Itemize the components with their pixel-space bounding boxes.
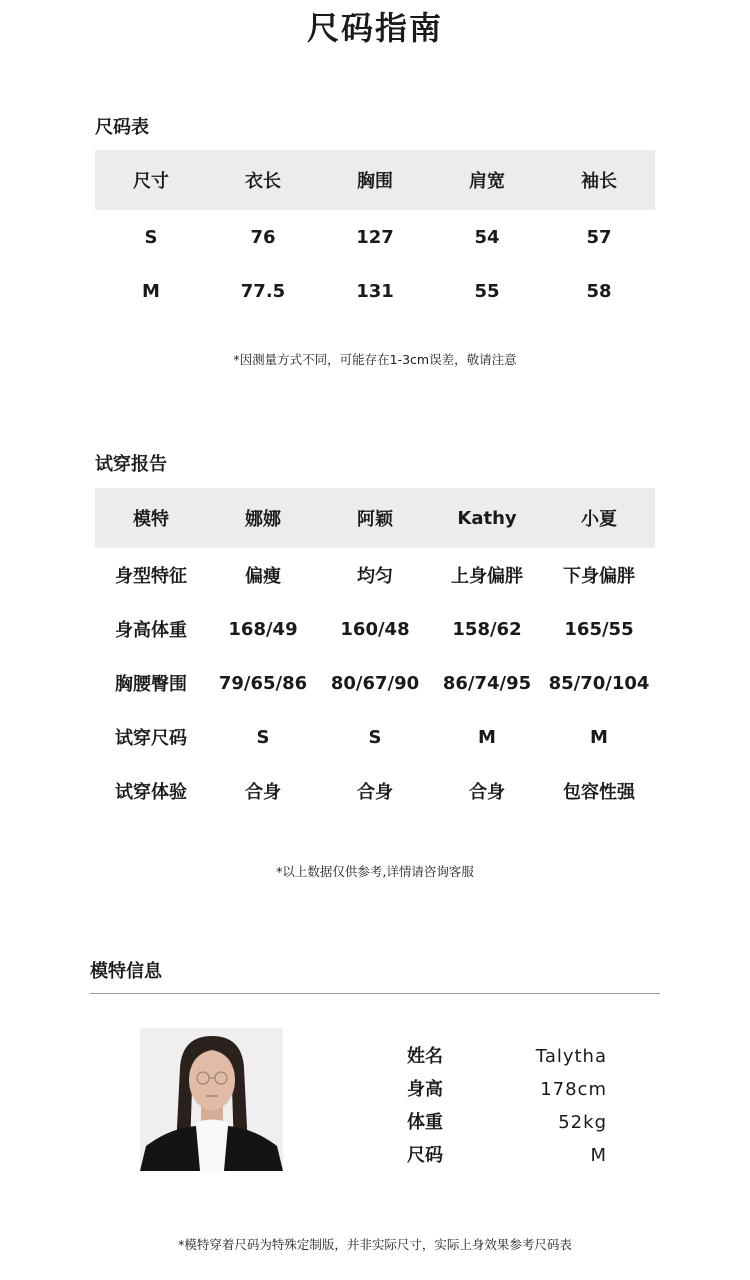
table-cell: 54 — [474, 226, 500, 248]
table-cell: 均匀 — [357, 566, 393, 587]
table-row — [95, 210, 655, 264]
table-cell: 165/55 — [564, 618, 634, 640]
table-cell: 160/48 — [340, 618, 410, 640]
size-chart-header: 胸围 — [319, 150, 431, 210]
fit-report-table — [95, 488, 655, 818]
info-value: Talytha — [535, 1046, 607, 1067]
info-value: M — [590, 1145, 607, 1166]
table-row — [95, 602, 655, 656]
fit-report-header: 阿颖 — [319, 488, 431, 548]
table-cell: S — [256, 726, 270, 748]
model-photo — [140, 1028, 283, 1171]
size-chart-header: 衣长 — [207, 150, 319, 210]
table-cell: S — [368, 726, 382, 748]
size-chart-header-row — [95, 150, 655, 210]
row-label: 胸腰臀围 — [115, 674, 187, 695]
size-chart-note: *因测量方式不同，可能存在1-3cm误差，敬请注意 — [233, 352, 517, 367]
table-cell: 55 — [474, 280, 500, 302]
info-row-size — [407, 1139, 607, 1172]
table-cell: 158/62 — [452, 618, 522, 640]
divider — [90, 993, 660, 994]
model-info-note: *模特穿着尺码为特殊定制版，并非实际尺寸，实际上身效果参考尺码表 — [178, 1237, 572, 1252]
row-label: 身型特征 — [115, 566, 187, 587]
model-info-title: 模特信息 — [90, 961, 162, 982]
table-cell: 下身偏胖 — [563, 566, 635, 587]
table-cell: 80/67/90 — [330, 672, 420, 694]
table-cell: 上身偏胖 — [451, 566, 523, 587]
fit-report-note: *以上数据仅供参考,详情请咨询客服 — [276, 864, 474, 879]
table-cell: 168/49 — [228, 618, 298, 640]
table-row — [95, 264, 655, 318]
model-portrait-image — [140, 1028, 283, 1171]
table-cell: 偏瘦 — [245, 566, 281, 587]
table-cell: 79/65/86 — [218, 672, 308, 694]
table-cell: 127 — [356, 226, 394, 248]
info-value: 52kg — [558, 1112, 607, 1133]
table-row — [95, 656, 655, 710]
fit-report-header: 模特 — [95, 488, 207, 548]
table-cell: 131 — [356, 280, 394, 302]
size-chart-header: 袖长 — [543, 150, 655, 210]
table-cell: 85/70/104 — [548, 672, 650, 694]
size-chart-header: 尺寸 — [95, 150, 207, 210]
page-title: 尺码指南 — [306, 9, 443, 47]
table-cell: 57 — [586, 226, 612, 248]
table-cell: 76 — [250, 226, 276, 248]
fit-report-header-row — [95, 488, 655, 548]
table-cell: 合身 — [245, 782, 281, 803]
fit-report-header: 小夏 — [543, 488, 655, 548]
fit-report-header: Kathy — [431, 488, 543, 548]
table-cell: M — [478, 726, 496, 748]
table-cell: 合身 — [469, 782, 505, 803]
row-label: 试穿体验 — [115, 782, 187, 803]
info-label: 身高 — [407, 1079, 443, 1100]
size-chart-header: 肩宽 — [431, 150, 543, 210]
table-cell: 包容性强 — [563, 782, 635, 803]
row-label: 身高体重 — [115, 620, 187, 641]
fit-report-header: 娜娜 — [207, 488, 319, 548]
size-chart-title: 尺码表 — [95, 117, 149, 138]
info-row-weight — [407, 1106, 607, 1139]
info-row-height — [407, 1073, 607, 1106]
table-cell: M — [590, 726, 608, 748]
table-cell: 58 — [586, 280, 612, 302]
info-label: 姓名 — [407, 1046, 443, 1067]
size-chart-table — [95, 150, 655, 318]
table-cell: M — [142, 280, 160, 302]
info-label: 体重 — [407, 1112, 443, 1133]
table-cell: 77.5 — [240, 280, 286, 302]
row-label: 试穿尺码 — [115, 728, 187, 749]
table-row — [95, 764, 655, 818]
info-row-name — [407, 1040, 607, 1073]
info-label: 尺码 — [407, 1145, 443, 1166]
table-cell: 合身 — [357, 782, 393, 803]
table-cell: 86/74/95 — [442, 672, 532, 694]
model-info-list — [407, 1040, 607, 1172]
info-value: 178cm — [540, 1079, 607, 1100]
table-row — [95, 548, 655, 602]
table-cell: S — [144, 226, 158, 248]
table-row — [95, 710, 655, 764]
fit-report-title: 试穿报告 — [95, 454, 167, 475]
